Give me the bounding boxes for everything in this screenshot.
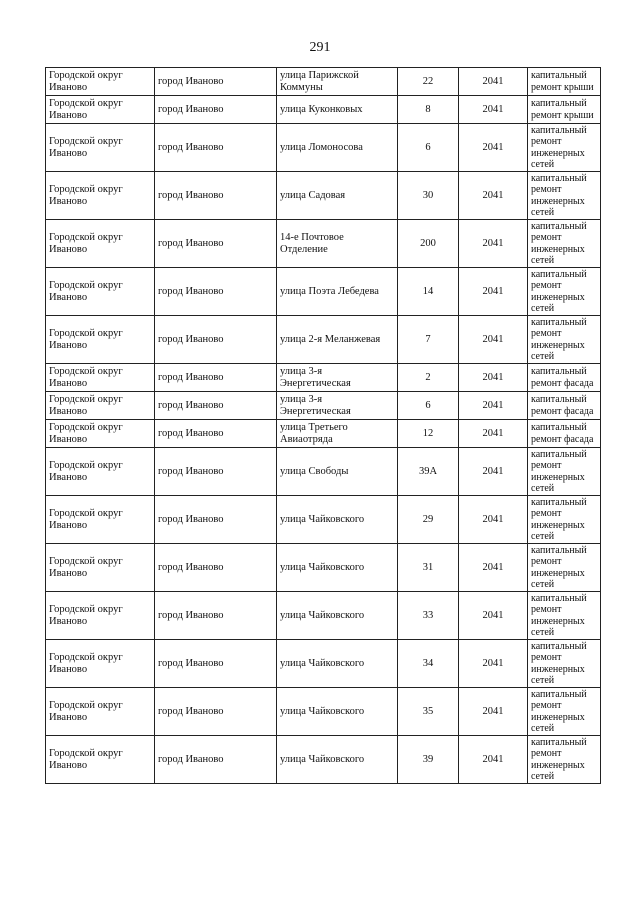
- city-cell: город Иваново: [155, 364, 277, 392]
- city-cell: город Иваново: [155, 736, 277, 784]
- repair-schedule-table: [45, 67, 601, 784]
- table-row: [46, 172, 601, 220]
- house-number-cell: 12: [398, 420, 459, 448]
- district-cell: Городской округ Иваново: [46, 592, 155, 640]
- city-cell: город Иваново: [155, 420, 277, 448]
- table-row: [46, 96, 601, 124]
- street-cell: улица Чайковского: [277, 544, 398, 592]
- street-cell: улица Чайковского: [277, 640, 398, 688]
- city-cell: город Иваново: [155, 688, 277, 736]
- street-cell: улица 2-я Меланжевая: [277, 316, 398, 364]
- city-cell: город Иваново: [155, 172, 277, 220]
- table-row: [46, 496, 601, 544]
- work-type-cell: капитальный ремонт инженерных сетей: [528, 316, 601, 364]
- year-cell: 2041: [459, 736, 528, 784]
- city-cell: город Иваново: [155, 96, 277, 124]
- city-cell: город Иваново: [155, 392, 277, 420]
- work-type-cell: капитальный ремонт фасада: [528, 420, 601, 448]
- street-cell: улица Чайковского: [277, 736, 398, 784]
- street-cell: улица Ломоносова: [277, 124, 398, 172]
- table-row: [46, 544, 601, 592]
- street-cell: улица 3-я Энергетическая: [277, 392, 398, 420]
- district-cell: Городской округ Иваново: [46, 688, 155, 736]
- street-cell: улица Свободы: [277, 448, 398, 496]
- city-cell: город Иваново: [155, 544, 277, 592]
- house-number-cell: 33: [398, 592, 459, 640]
- year-cell: 2041: [459, 640, 528, 688]
- street-cell: улица Парижской Коммуны: [277, 68, 398, 96]
- year-cell: 2041: [459, 392, 528, 420]
- house-number-cell: 31: [398, 544, 459, 592]
- year-cell: 2041: [459, 544, 528, 592]
- district-cell: Городской округ Иваново: [46, 420, 155, 448]
- work-type-cell: капитальный ремонт фасада: [528, 364, 601, 392]
- year-cell: 2041: [459, 172, 528, 220]
- work-type-cell: капитальный ремонт инженерных сетей: [528, 592, 601, 640]
- district-cell: Городской округ Иваново: [46, 496, 155, 544]
- street-cell: улица Поэта Лебедева: [277, 268, 398, 316]
- street-cell: улица Чайковского: [277, 688, 398, 736]
- house-number-cell: 39А: [398, 448, 459, 496]
- city-cell: город Иваново: [155, 448, 277, 496]
- work-type-cell: капитальный ремонт инженерных сетей: [528, 448, 601, 496]
- table-row: [46, 220, 601, 268]
- district-cell: Городской округ Иваново: [46, 68, 155, 96]
- year-cell: 2041: [459, 316, 528, 364]
- table-row: [46, 448, 601, 496]
- district-cell: Городской округ Иваново: [46, 448, 155, 496]
- city-cell: город Иваново: [155, 220, 277, 268]
- city-cell: город Иваново: [155, 640, 277, 688]
- house-number-cell: 6: [398, 124, 459, 172]
- city-cell: город Иваново: [155, 68, 277, 96]
- work-type-cell: капитальный ремонт крыши: [528, 68, 601, 96]
- work-type-cell: капитальный ремонт инженерных сетей: [528, 640, 601, 688]
- city-cell: город Иваново: [155, 496, 277, 544]
- table-row: [46, 420, 601, 448]
- street-cell: улица Куконковых: [277, 96, 398, 124]
- table-row: [46, 736, 601, 784]
- district-cell: Городской округ Иваново: [46, 544, 155, 592]
- work-type-cell: капитальный ремонт инженерных сетей: [528, 172, 601, 220]
- house-number-cell: 39: [398, 736, 459, 784]
- district-cell: Городской округ Иваново: [46, 316, 155, 364]
- year-cell: 2041: [459, 124, 528, 172]
- year-cell: 2041: [459, 448, 528, 496]
- work-type-cell: капитальный ремонт инженерных сетей: [528, 220, 601, 268]
- work-type-cell: капитальный ремонт инженерных сетей: [528, 736, 601, 784]
- year-cell: 2041: [459, 420, 528, 448]
- work-type-cell: капитальный ремонт фасада: [528, 392, 601, 420]
- street-cell: улица Чайковского: [277, 496, 398, 544]
- work-type-cell: капитальный ремонт инженерных сетей: [528, 124, 601, 172]
- year-cell: 2041: [459, 592, 528, 640]
- street-cell: улица Третьего Авиаотряда: [277, 420, 398, 448]
- table-row: [46, 592, 601, 640]
- work-type-cell: капитальный ремонт инженерных сетей: [528, 544, 601, 592]
- city-cell: город Иваново: [155, 124, 277, 172]
- street-cell: улица Чайковского: [277, 592, 398, 640]
- district-cell: Городской округ Иваново: [46, 640, 155, 688]
- house-number-cell: 6: [398, 392, 459, 420]
- district-cell: Городской округ Иваново: [46, 220, 155, 268]
- house-number-cell: 34: [398, 640, 459, 688]
- table-row: [46, 316, 601, 364]
- street-cell: улица 3-я Энергетическая: [277, 364, 398, 392]
- street-cell: улица Садовая: [277, 172, 398, 220]
- year-cell: 2041: [459, 68, 528, 96]
- year-cell: 2041: [459, 220, 528, 268]
- year-cell: 2041: [459, 364, 528, 392]
- district-cell: Городской округ Иваново: [46, 364, 155, 392]
- city-cell: город Иваново: [155, 592, 277, 640]
- work-type-cell: капитальный ремонт крыши: [528, 96, 601, 124]
- table-row: [46, 68, 601, 96]
- house-number-cell: 30: [398, 172, 459, 220]
- table-row: [46, 688, 601, 736]
- house-number-cell: 29: [398, 496, 459, 544]
- district-cell: Городской округ Иваново: [46, 172, 155, 220]
- year-cell: 2041: [459, 268, 528, 316]
- year-cell: 2041: [459, 496, 528, 544]
- work-type-cell: капитальный ремонт инженерных сетей: [528, 268, 601, 316]
- table-row: [46, 640, 601, 688]
- table-row: [46, 364, 601, 392]
- year-cell: 2041: [459, 688, 528, 736]
- district-cell: Городской округ Иваново: [46, 124, 155, 172]
- year-cell: 2041: [459, 96, 528, 124]
- house-number-cell: 22: [398, 68, 459, 96]
- district-cell: Городской округ Иваново: [46, 736, 155, 784]
- district-cell: Городской округ Иваново: [46, 392, 155, 420]
- table-row: [46, 124, 601, 172]
- house-number-cell: 35: [398, 688, 459, 736]
- city-cell: город Иваново: [155, 316, 277, 364]
- district-cell: Городской округ Иваново: [46, 96, 155, 124]
- house-number-cell: 8: [398, 96, 459, 124]
- work-type-cell: капитальный ремонт инженерных сетей: [528, 496, 601, 544]
- work-type-cell: капитальный ремонт инженерных сетей: [528, 688, 601, 736]
- district-cell: Городской округ Иваново: [46, 268, 155, 316]
- page-number: 291: [309, 40, 331, 55]
- house-number-cell: 14: [398, 268, 459, 316]
- house-number-cell: 7: [398, 316, 459, 364]
- house-number-cell: 200: [398, 220, 459, 268]
- house-number-cell: 2: [398, 364, 459, 392]
- city-cell: город Иваново: [155, 268, 277, 316]
- street-cell: 14-е Почтовое Отделение: [277, 220, 398, 268]
- table-row: [46, 392, 601, 420]
- table-row: [46, 268, 601, 316]
